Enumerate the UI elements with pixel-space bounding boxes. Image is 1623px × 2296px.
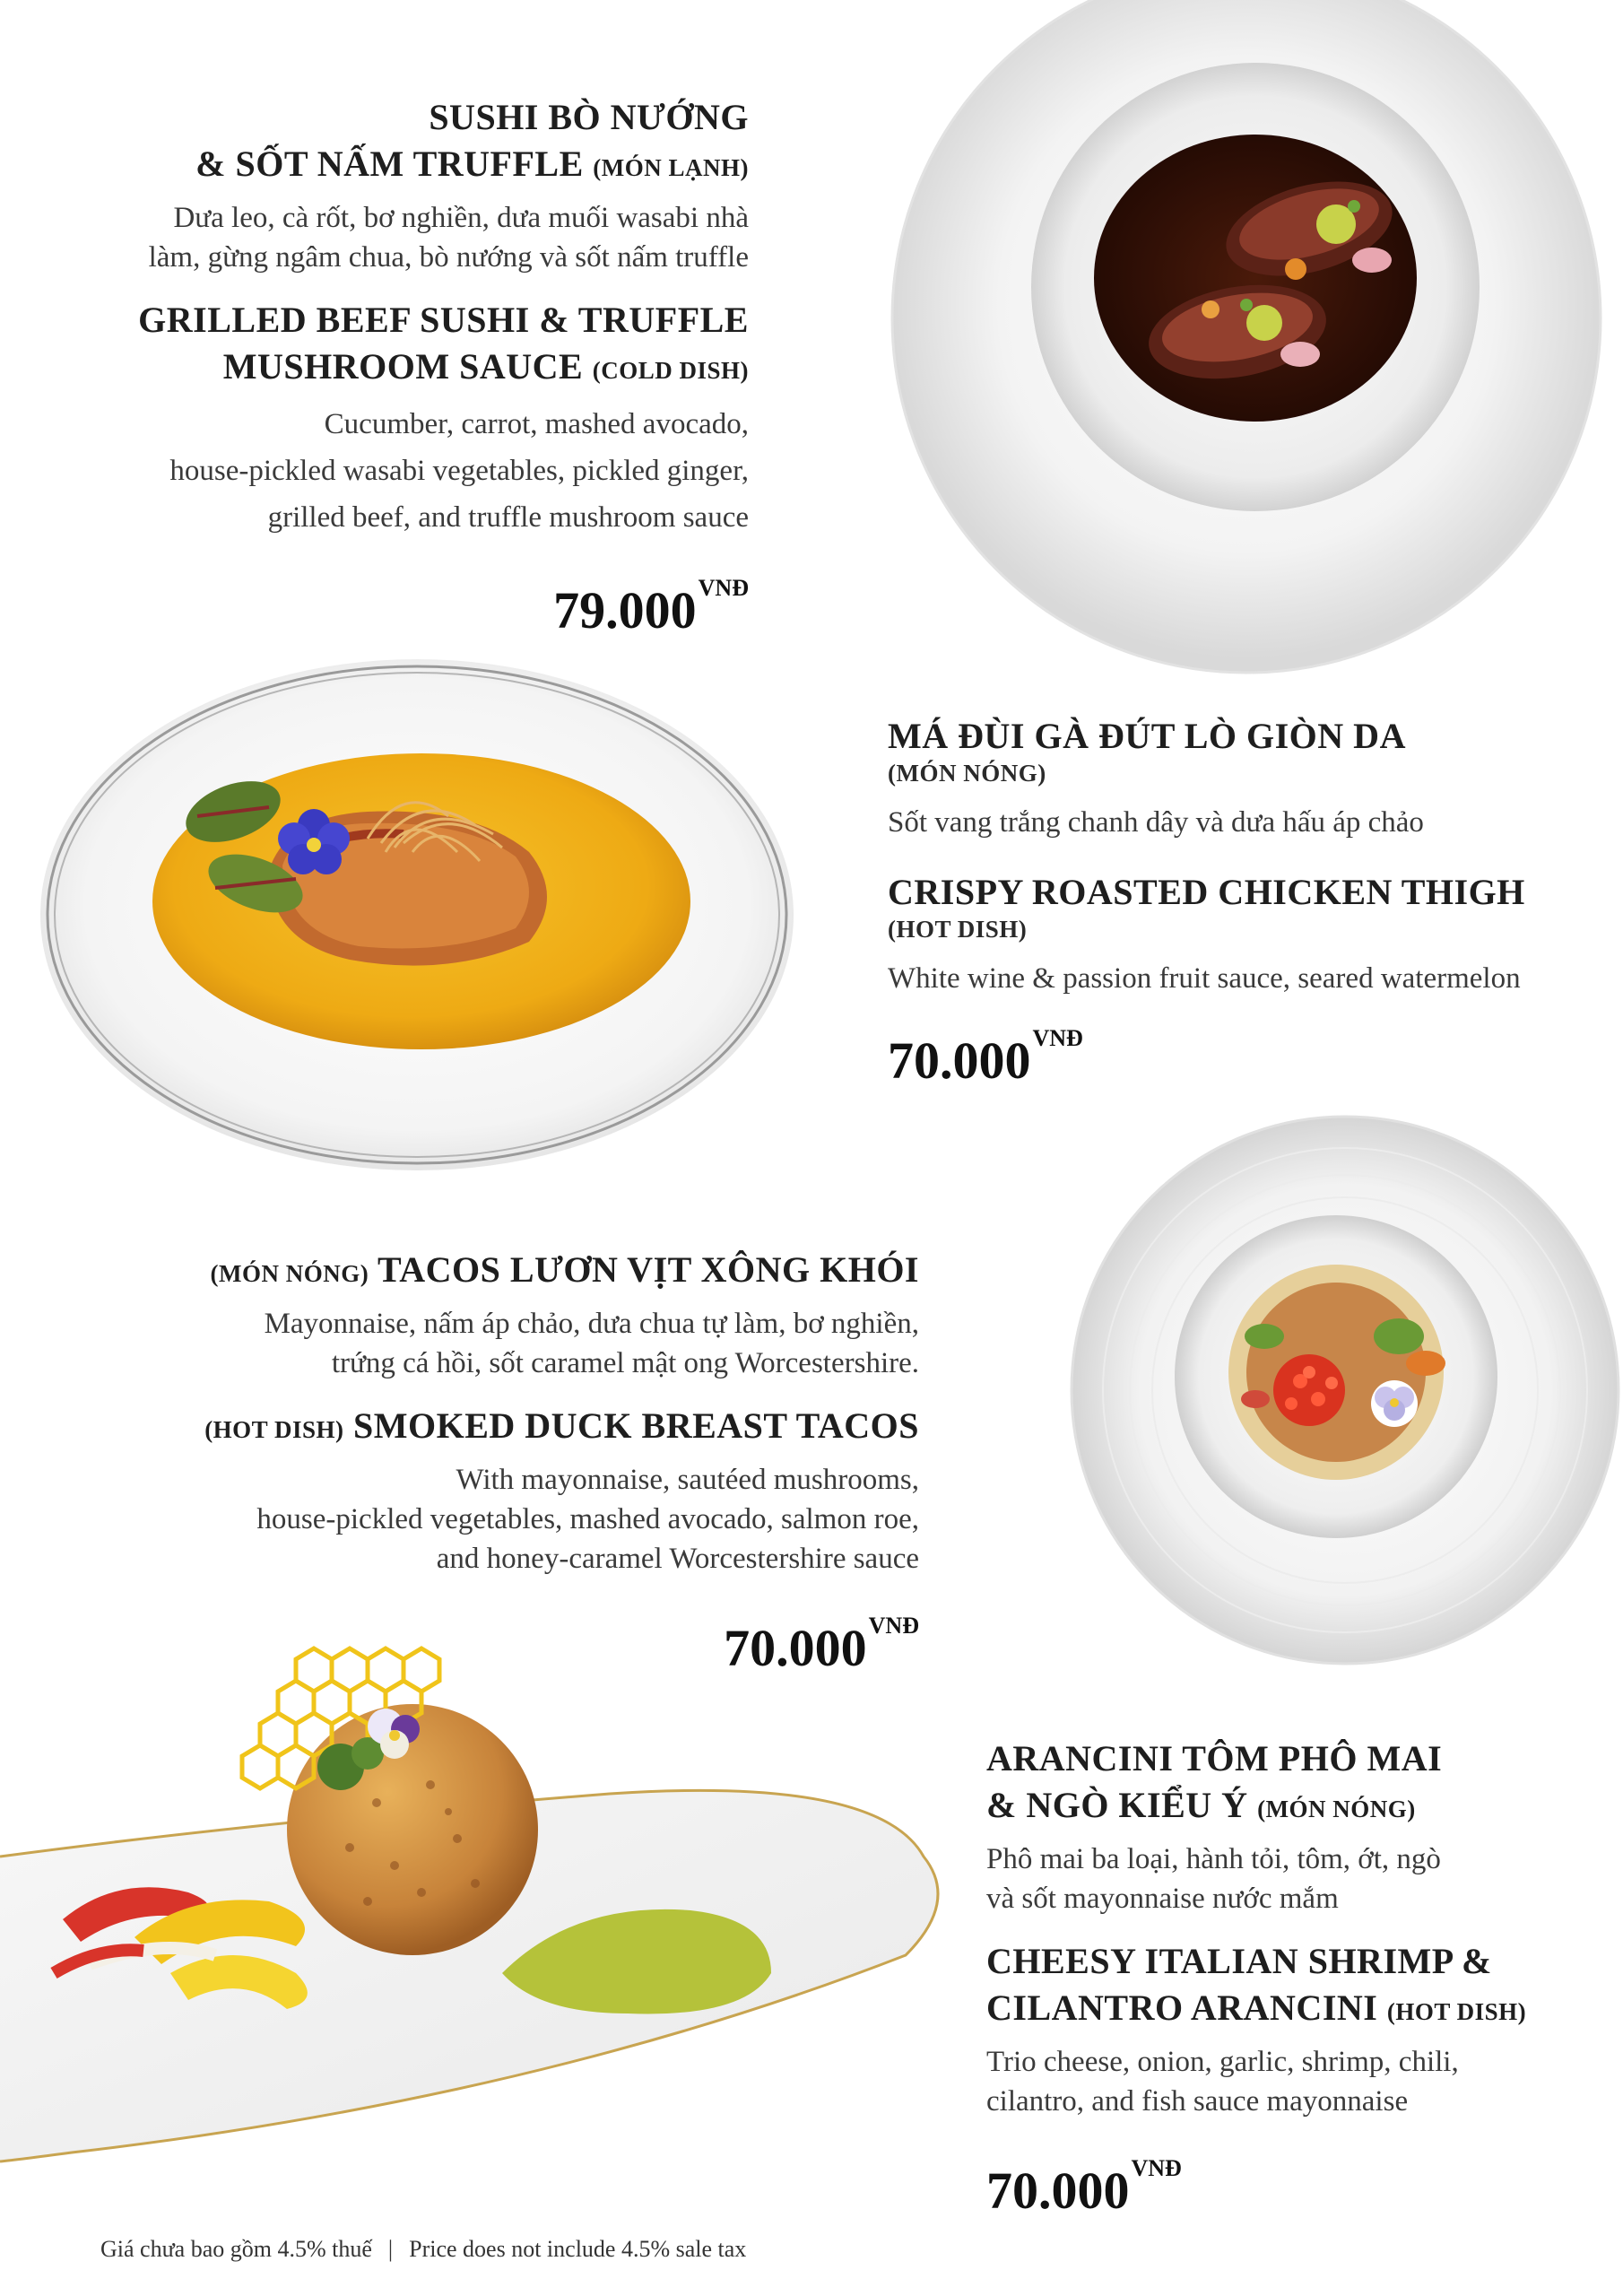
tax-note-vi: Giá chưa bao gồm 4.5% thuế [100,2236,372,2262]
en-title [986,1938,1614,2035]
vi-tag: (MÓN NÓNG) [888,760,1046,787]
beef-sushi-photo [888,0,1623,682]
en-desc-line: With mayonnaise, sautéed mushrooms, [456,1464,919,1496]
en-title-line1: CHEESY ITALIAN SHRIMP & [986,1941,1492,1981]
price: $70.000^{VNĐ}$ [888,1025,1083,1090]
en-tag: (COLD DISH) [592,357,749,384]
vi-title [54,94,749,191]
tax-note-separator: | [387,2236,394,2262]
en-desc-line: house-pickled wasabi vegetables, pickled ginger, [169,455,749,487]
vi-title [986,1735,1614,1832]
en-title-line2: CILANTRO ARANCINI (HOT DISH) [986,1987,1527,2028]
vi-desc-line: Phô mai ba loại, hành tỏi, tôm, ớt, ngò [986,1843,1441,1875]
currency: VNĐ [698,575,749,601]
arancini-photo [0,1596,986,2206]
en-description [54,1460,919,1578]
en-desc-line: Cucumber, carrot, mashed avocado, [324,408,749,440]
vi-tag: (MÓN NÓNG) [210,1260,369,1287]
menu-item-beef-sushi [54,94,749,640]
currency: VNĐ [1131,2155,1182,2181]
vi-title: MÁ ĐÙI GÀ ĐÚT LÒ GIÒN DA [888,716,1406,756]
vi-description [54,1304,919,1383]
vi-desc-line: và sốt mayonnaise nước mắm [986,1883,1339,1915]
duck-tacos-photo [1040,1094,1623,1668]
vi-desc-line: Dưa leo, cà rốt, bơ nghiền, dưa muối wasabi nhà [173,202,749,234]
vi-desc-line: làm, gừng ngâm chua, bò nướng và sốt nấm truffle [148,241,749,274]
vi-description [54,198,749,277]
vi-title-line1: ARANCINI TÔM PHÔ MAI [986,1738,1443,1779]
en-title-line2: MUSHROOM SAUCE (COLD DISH) [222,346,749,387]
en-desc-line: and honey-caramel Worcestershire sauce [436,1543,919,1575]
price: $79.000^{VNĐ}$ [553,575,749,639]
tax-note-en: Price does not include 4.5% sale tax [409,2236,747,2262]
en-desc-line: house-pickled vegetables, mashed avocado, salmon roe, [256,1503,919,1535]
en-desc-line: Trio cheese, onion, garlic, shrimp, chili, [986,2046,1459,2078]
en-tag: (HOT DISH) [1386,1998,1527,2025]
menu-item-duck-tacos [54,1247,919,1678]
chicken-thigh-photo [27,646,807,1184]
vi-title-line2: & SỐT NẤM TRUFFLE (MÓN LẠNH) [195,144,749,184]
currency: VNĐ [868,1613,919,1639]
vi-description [986,1839,1614,1918]
vi-title-line2: & NGÒ KIỂU Ý (MÓN NÓNG) [986,1785,1416,1825]
en-desc-line: cilantro, and fish sauce mayonnaise [986,2085,1409,2118]
vi-description: Sốt vang trắng chanh dây và dưa hấu áp chảo [888,806,1424,839]
vi-tag: (MÓN LẠNH) [593,154,749,181]
price: $70.000^{VNĐ}$ [724,1613,919,1677]
en-tag: (HOT DISH) [204,1416,344,1443]
en-desc-line: grilled beef, and truffle mushroom sauce [267,501,749,534]
vi-tag: (MÓN NÓNG) [1257,1796,1416,1822]
menu-item-arancini [986,1735,1614,2221]
en-title: CRISPY ROASTED CHICKEN THIGH [888,872,1525,912]
en-title-line1: GRILLED BEEF SUSHI & TRUFFLE [138,300,749,340]
vi-desc-line: Mayonnaise, nấm áp chảo, dưa chua tự làm, bơ nghiền, [264,1308,919,1340]
en-title [54,297,749,394]
en-description [54,401,749,541]
vi-title: (MÓN NÓNG) TACOS LƯƠN VỊT XÔNG KHÓI [210,1249,919,1290]
en-tag: (HOT DISH) [888,916,1028,943]
vi-title-line1: SUSHI BÒ NƯỚNG [429,97,749,137]
en-description: White wine & passion fruit sauce, seared watermelon [888,962,1521,995]
menu-item-chicken-thigh [888,713,1605,1091]
price: $70.000^{VNĐ}$ [986,2155,1182,2220]
en-description [986,2042,1614,2121]
currency: VNĐ [1032,1025,1083,1051]
tax-note [100,2236,746,2263]
vi-desc-line: trứng cá hồi, sốt caramel mật ong Worcestershire. [331,1347,919,1379]
en-title: (HOT DISH) SMOKED DUCK BREAST TACOS [204,1405,919,1446]
